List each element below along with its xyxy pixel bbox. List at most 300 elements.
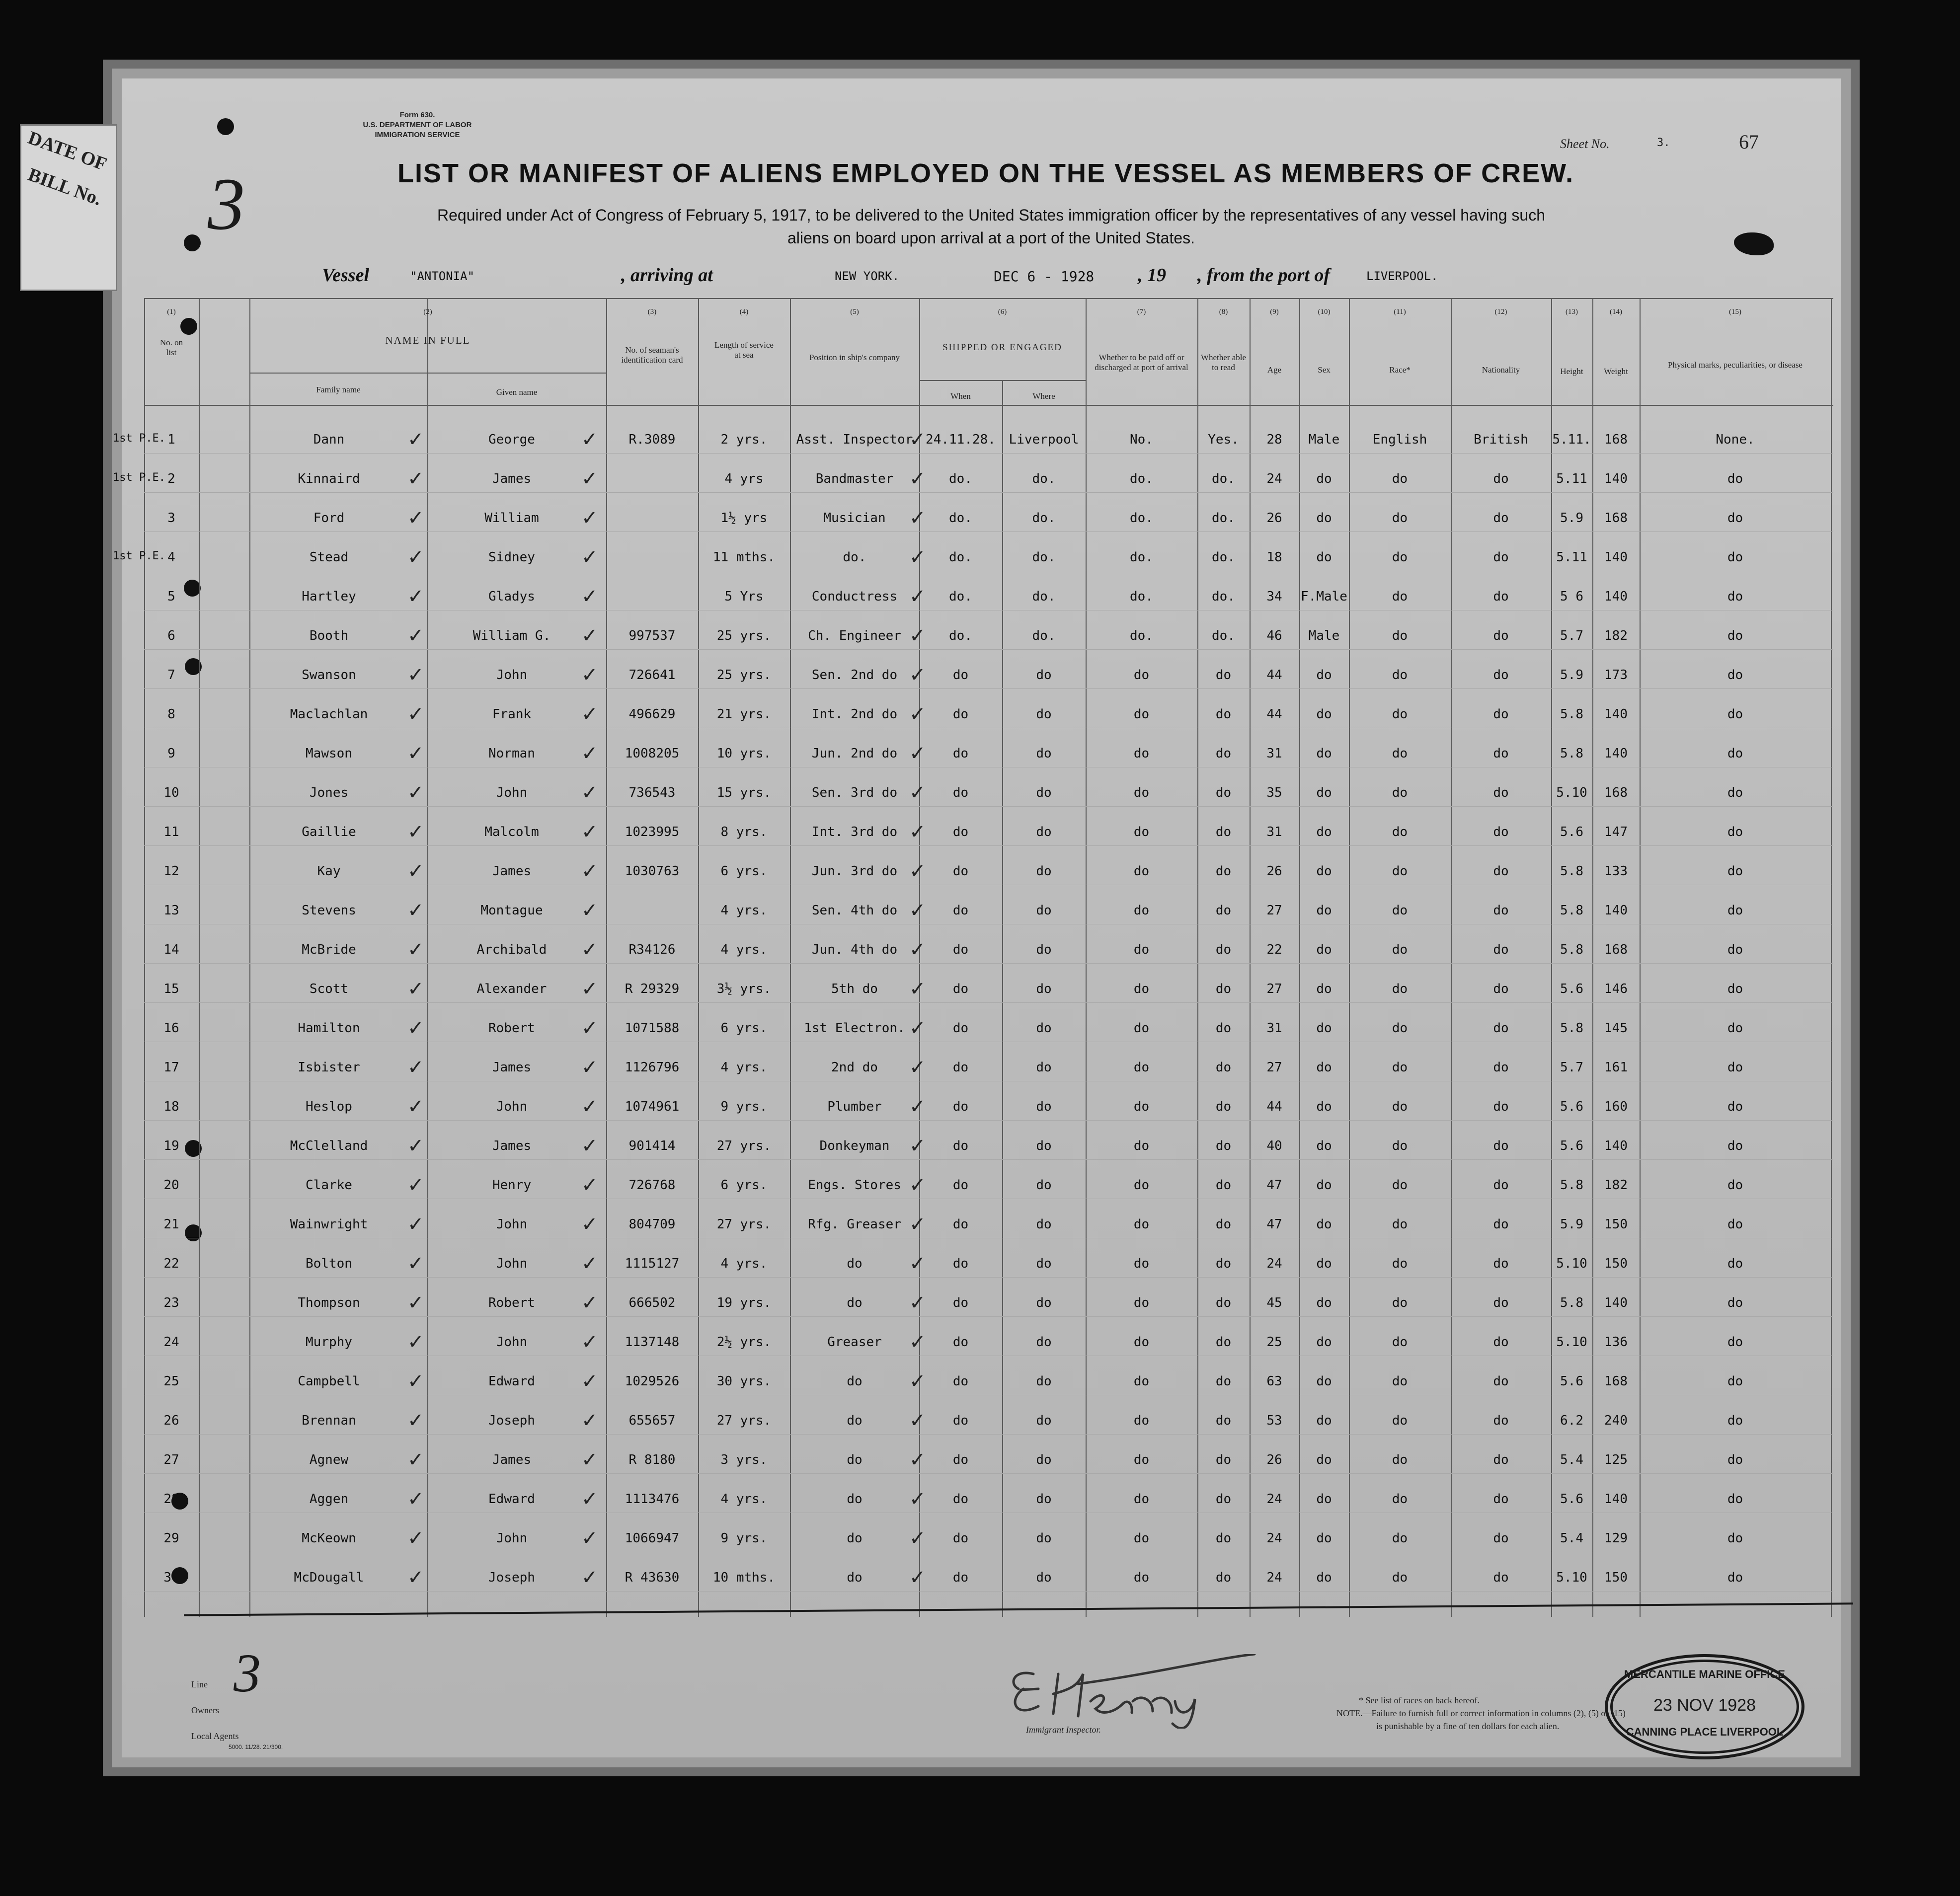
cell-weight: 140	[1604, 471, 1628, 486]
cell-row-number: 20	[163, 1178, 179, 1193]
cell-able-to-read: do	[1215, 1217, 1232, 1232]
cell-given-name: Archibald	[476, 942, 547, 957]
cell-paid-off: do	[1133, 1335, 1150, 1350]
cell-weight: 182	[1604, 628, 1628, 643]
check-mark-icon: ✓	[909, 585, 926, 608]
cell-height: 5.4	[1560, 1531, 1583, 1546]
cell-weight: 182	[1604, 1178, 1628, 1193]
agents-label: Local Agents	[191, 1731, 239, 1741]
cell-height: 5.10	[1556, 1256, 1587, 1271]
cell-service-length: 3 yrs.	[720, 1452, 768, 1467]
cell-age: 26	[1266, 864, 1282, 879]
cell-physical-marks: do	[1727, 1099, 1743, 1114]
cell-weight: 160	[1604, 1099, 1628, 1114]
cell-given-name: John	[496, 1531, 528, 1546]
header-family-name: Family name	[316, 385, 361, 394]
cell-given-name: Henry	[492, 1178, 532, 1193]
cell-race: do	[1392, 864, 1408, 879]
bill-stamp-line-1: DATE OF	[25, 127, 110, 175]
cell-family-name: Heslop	[306, 1099, 352, 1114]
cell-race: English	[1372, 432, 1427, 447]
cell-shipped-where: do.	[1032, 471, 1056, 486]
cell-position: 1st Electron.	[804, 1021, 905, 1036]
cell-height: 5.8	[1560, 1178, 1583, 1193]
cell-given-name: John	[496, 668, 528, 683]
cell-height: 5.8	[1560, 903, 1583, 918]
cell-weight: 147	[1604, 825, 1628, 839]
cell-row-number: 5	[167, 589, 175, 604]
header-no-on-list: No. on list	[159, 338, 183, 357]
cell-sex: do	[1316, 1335, 1332, 1350]
cell-sex: do	[1316, 825, 1332, 839]
check-mark-icon: ✓	[909, 1135, 926, 1157]
col-num-14: (14)	[1610, 308, 1622, 316]
cell-able-to-read: do	[1215, 1492, 1232, 1507]
bill-stamp-strip	[20, 124, 117, 291]
check-mark-icon: ✓	[581, 899, 598, 922]
cell-shipped-when: 24.11.28.	[926, 432, 996, 447]
cell-nationality: do	[1493, 1099, 1509, 1114]
cell-paid-off: do	[1133, 1531, 1150, 1546]
mercantile-marine-stamp	[1605, 1654, 1804, 1759]
cell-sex: do	[1316, 471, 1332, 486]
cell-paid-off: do	[1133, 1492, 1150, 1507]
cell-shipped-where: do	[1036, 1335, 1052, 1350]
cell-shipped-when: do	[952, 1492, 969, 1507]
row-rule	[144, 1277, 1833, 1278]
check-mark-icon: ✓	[909, 1252, 926, 1275]
cell-able-to-read: do.	[1212, 628, 1235, 643]
check-mark-icon: ✓	[909, 860, 926, 883]
cell-weight: 161	[1604, 1060, 1628, 1075]
cell-physical-marks: do	[1727, 1335, 1743, 1350]
check-mark-icon: ✓	[581, 1331, 598, 1354]
cell-position: 5th do	[831, 982, 878, 996]
cell-service-length: 27 yrs.	[716, 1217, 772, 1232]
row-rule	[144, 688, 1833, 689]
check-mark-icon: ✓	[581, 507, 598, 530]
cell-nationality: do	[1493, 864, 1509, 879]
cell-row-number: 24	[163, 1335, 179, 1350]
cell-id-card-number: 726641	[628, 668, 676, 683]
cell-height: 5.8	[1560, 1295, 1583, 1310]
cell-position: do	[847, 1570, 862, 1585]
cell-given-name: Gladys	[488, 589, 535, 604]
cell-weight: 168	[1604, 511, 1628, 526]
cell-given-name: John	[496, 1335, 528, 1350]
cell-able-to-read: Yes.	[1208, 432, 1239, 447]
check-mark-icon: ✓	[581, 467, 598, 490]
cell-sex: do	[1316, 1178, 1332, 1193]
cell-paid-off: do	[1133, 1452, 1150, 1467]
cell-race: do	[1392, 982, 1408, 996]
cell-age: 27	[1266, 982, 1282, 996]
cell-age: 44	[1266, 668, 1282, 683]
col-num-5: (5)	[850, 308, 859, 316]
cell-family-name: Hartley	[302, 589, 356, 604]
cell-shipped-where: do	[1036, 1295, 1052, 1310]
cell-weight: 129	[1604, 1531, 1628, 1546]
cell-family-name: Hamilton	[298, 1021, 360, 1036]
cell-id-card-number: 736543	[628, 785, 676, 800]
cell-position: Conductress	[811, 589, 898, 604]
check-mark-icon: ✓	[407, 428, 424, 451]
cell-id-card-number: 496629	[628, 707, 676, 722]
check-mark-icon: ✓	[909, 1409, 926, 1432]
cell-race: do	[1392, 1335, 1408, 1350]
cell-shipped-where: do	[1036, 1452, 1052, 1467]
cell-height: 5.6	[1560, 1492, 1583, 1507]
cell-age: 24	[1266, 471, 1282, 486]
cell-shipped-when: do	[952, 1335, 969, 1350]
check-mark-icon: ✓	[909, 978, 926, 1000]
col-num-8: (8)	[1219, 308, 1228, 316]
cell-service-length: 21 yrs.	[716, 707, 772, 722]
cell-position: Sen. 4th do	[811, 903, 898, 918]
cell-given-name: Robert	[488, 1295, 535, 1310]
cell-weight: 240	[1604, 1413, 1628, 1428]
cell-sex: do	[1316, 1452, 1332, 1467]
cell-able-to-read: do.	[1212, 471, 1235, 486]
cell-race: do	[1392, 1570, 1408, 1585]
cell-service-length: 30 yrs.	[716, 1374, 772, 1389]
cell-physical-marks: do	[1727, 1138, 1743, 1153]
cell-nationality: do	[1493, 511, 1509, 526]
cell-nationality: do	[1493, 471, 1509, 486]
check-mark-icon: ✓	[407, 938, 424, 961]
check-mark-icon: ✓	[407, 821, 424, 843]
cell-race: do	[1392, 1138, 1408, 1153]
cell-able-to-read: do	[1215, 1295, 1232, 1310]
cell-height: 5.10	[1556, 1570, 1587, 1585]
header-nationality: Nationality	[1482, 365, 1520, 375]
cell-family-name: McBride	[302, 942, 356, 957]
cell-family-name: Brennan	[302, 1413, 356, 1428]
arrival-date: DEC 6 - 1928	[994, 268, 1095, 285]
cell-age: 63	[1266, 1374, 1282, 1389]
cell-nationality: do	[1493, 982, 1509, 996]
cell-shipped-where: do	[1036, 1060, 1052, 1075]
cell-able-to-read: do	[1215, 903, 1232, 918]
cell-age: 31	[1266, 1021, 1282, 1036]
cell-physical-marks: do	[1727, 1492, 1743, 1507]
cell-weight: 173	[1604, 668, 1628, 683]
sheet-label: Sheet No.	[1560, 137, 1610, 151]
cell-weight: 136	[1604, 1335, 1628, 1350]
cell-family-name: McClelland	[290, 1138, 368, 1153]
check-mark-icon: ✓	[407, 781, 424, 804]
cell-weight: 168	[1604, 785, 1628, 800]
cell-height: 5.9	[1560, 511, 1583, 526]
cell-paid-off: do	[1133, 825, 1150, 839]
arriving-label: , arriving at	[621, 265, 713, 286]
cell-race: do	[1392, 942, 1408, 957]
header-given-name: Given name	[496, 387, 538, 397]
service: IMMIGRATION SERVICE	[375, 131, 460, 139]
cell-race: do	[1392, 1178, 1408, 1193]
arriving-port: NEW YORK.	[835, 269, 900, 283]
cell-nationality: do	[1493, 1217, 1509, 1232]
subtitle-line-2: aliens on board upon arrival at a port of the United States.	[787, 229, 1195, 247]
cell-age: 25	[1266, 1335, 1282, 1350]
cell-position: Donkeyman	[819, 1138, 890, 1153]
cell-race: do	[1392, 1452, 1408, 1467]
cell-id-card-number: 1113476	[625, 1492, 680, 1507]
cell-shipped-when: do.	[949, 511, 972, 526]
cell-paid-off: do	[1133, 1413, 1150, 1428]
punch-hole	[217, 118, 234, 135]
cell-sex: do	[1316, 668, 1332, 683]
cell-row-number: 19	[163, 1138, 179, 1153]
crew-table	[113, 298, 1833, 1614]
check-mark-icon: ✓	[407, 624, 424, 647]
col-num-1: (1)	[167, 308, 176, 316]
cell-paid-off: do.	[1130, 511, 1153, 526]
cell-row-number: 28	[163, 1492, 179, 1507]
cell-able-to-read: do	[1215, 1178, 1232, 1193]
cell-row-number: 14	[163, 942, 179, 957]
cell-shipped-when: do	[952, 982, 969, 996]
cell-able-to-read: do	[1215, 1413, 1232, 1428]
cell-sex: do	[1316, 1531, 1332, 1546]
cell-race: do	[1392, 1060, 1408, 1075]
cell-given-name: John	[496, 1256, 528, 1271]
cell-shipped-when: do	[952, 1217, 969, 1232]
cell-paid-off: No.	[1130, 432, 1153, 447]
check-mark-icon: ✓	[581, 938, 598, 961]
cell-given-name: Malcolm	[484, 825, 539, 839]
cell-id-card-number: 1030763	[625, 864, 680, 879]
cell-shipped-where: do	[1036, 1178, 1052, 1193]
check-mark-icon: ✓	[909, 1566, 926, 1589]
check-mark-icon: ✓	[909, 1448, 926, 1471]
header-paid-off: Whether to be paid off or discharged at port of arrival	[1095, 353, 1188, 372]
cell-service-length: 15 yrs.	[716, 785, 772, 800]
cell-sex: do	[1316, 785, 1332, 800]
col-num-2: (2)	[423, 308, 432, 316]
cell-sex: do	[1316, 942, 1332, 957]
cell-given-name: Sidney	[488, 550, 535, 565]
cell-weight: 150	[1604, 1256, 1628, 1271]
cell-service-length: 9 yrs.	[720, 1531, 768, 1546]
cell-family-name: Murphy	[306, 1335, 352, 1350]
subtitle-line-1: Required under Act of Congress of February 5, 1917, to be delivered to the United States immigration officer by the representatives of any vessel having such	[437, 206, 1545, 224]
cell-id-card-number: 1066947	[625, 1531, 680, 1546]
cell-race: do	[1392, 1295, 1408, 1310]
cell-shipped-when: do	[952, 746, 969, 761]
cell-position: Int. 2nd do	[811, 707, 898, 722]
cell-weight: 140	[1604, 1492, 1628, 1507]
cell-nationality: do	[1493, 903, 1509, 918]
cell-age: 18	[1266, 550, 1282, 565]
cell-able-to-read: do	[1215, 1256, 1232, 1271]
cell-able-to-read: do	[1215, 982, 1232, 996]
cell-nationality: do	[1493, 1413, 1509, 1428]
cell-position: Ch. Engineer	[808, 628, 901, 643]
cell-height: 5.6	[1560, 1138, 1583, 1153]
cell-race: do	[1392, 1021, 1408, 1036]
cell-physical-marks: do	[1727, 1217, 1743, 1232]
check-mark-icon: ✓	[407, 546, 424, 569]
header-where: Where	[1032, 391, 1055, 401]
check-mark-icon: ✓	[407, 1135, 424, 1157]
cell-nationality: do	[1493, 589, 1509, 604]
check-mark-icon: ✓	[407, 1056, 424, 1079]
cell-service-length: 10 mths.	[712, 1570, 776, 1585]
cell-able-to-read: do	[1215, 825, 1232, 839]
check-mark-icon: ✓	[581, 585, 598, 608]
cell-nationality: do	[1493, 825, 1509, 839]
cell-race: do	[1392, 511, 1408, 526]
cell-nationality: do	[1493, 942, 1509, 957]
cell-shipped-where: do	[1036, 1256, 1052, 1271]
cell-height: 5.8	[1560, 746, 1583, 761]
cell-able-to-read: do	[1215, 1099, 1232, 1114]
cell-shipped-when: do	[952, 942, 969, 957]
cell-weight: 140	[1604, 1295, 1628, 1310]
cell-family-name: Kay	[317, 864, 341, 879]
cell-shipped-where: do	[1036, 1531, 1052, 1546]
cell-shipped-when: do	[952, 1295, 969, 1310]
cell-sex: do	[1316, 1099, 1332, 1114]
cell-position: Engs. Stores	[808, 1178, 901, 1193]
cell-paid-off: do	[1133, 982, 1150, 996]
row-rule	[144, 531, 1833, 532]
cell-given-name: John	[496, 785, 528, 800]
cell-sex: do	[1316, 1256, 1332, 1271]
cell-id-card-number: 901414	[628, 1138, 676, 1153]
check-mark-icon: ✓	[581, 664, 598, 686]
cell-nationality: do	[1493, 628, 1509, 643]
cell-height: 5.10	[1556, 785, 1587, 800]
cell-family-name: Maclachlan	[290, 707, 368, 722]
cell-id-card-number: 997537	[628, 628, 676, 643]
check-mark-icon: ✓	[581, 781, 598, 804]
check-mark-icon: ✓	[581, 860, 598, 883]
cell-family-name: Mawson	[306, 746, 352, 761]
cell-shipped-where: do	[1036, 1492, 1052, 1507]
cell-height: 5.8	[1560, 864, 1583, 879]
cell-shipped-where: do	[1036, 825, 1052, 839]
cell-race: do	[1392, 550, 1408, 565]
cell-nationality: do	[1493, 1531, 1509, 1546]
cell-able-to-read: do	[1215, 746, 1232, 761]
row-rule	[144, 963, 1833, 964]
cell-age: 46	[1266, 628, 1282, 643]
cell-given-name: Edward	[488, 1374, 535, 1389]
cell-family-name: Isbister	[298, 1060, 360, 1075]
check-mark-icon: ✓	[909, 428, 926, 451]
cell-sex: do	[1316, 864, 1332, 879]
cell-row-number: 7	[167, 668, 175, 683]
cell-paid-off: do	[1133, 1021, 1150, 1036]
cell-given-name: James	[492, 471, 532, 486]
cell-pre-entry-marker: 1st P.E.	[113, 432, 165, 445]
cell-position: 2nd do	[831, 1060, 878, 1075]
cell-service-length: 25 yrs.	[716, 668, 772, 683]
row-rule	[144, 845, 1833, 846]
cell-race: do	[1392, 707, 1408, 722]
cell-age: 53	[1266, 1413, 1282, 1428]
cell-id-card-number: R.3089	[628, 432, 676, 447]
col-num-9: (9)	[1270, 308, 1279, 316]
cell-service-length: 2 yrs.	[720, 432, 768, 447]
cell-position: do.	[843, 550, 866, 565]
cell-position: Jun. 4th do	[811, 942, 898, 957]
cell-weight: 140	[1604, 903, 1628, 918]
cell-sex: do	[1316, 1217, 1332, 1232]
check-mark-icon: ✓	[407, 978, 424, 1000]
cell-weight: 140	[1604, 1138, 1628, 1153]
cell-id-card-number: 1074961	[625, 1099, 680, 1114]
check-mark-icon: ✓	[909, 1213, 926, 1236]
cell-paid-off: do	[1133, 1178, 1150, 1193]
bill-stamp-line-2: BILL No.	[25, 164, 105, 210]
cell-weight: 133	[1604, 864, 1628, 879]
col-num-7: (7)	[1137, 308, 1146, 316]
cell-family-name: Thompson	[298, 1295, 360, 1310]
col-num-11: (11)	[1394, 308, 1406, 316]
cell-shipped-where: do	[1036, 1138, 1052, 1153]
cell-physical-marks: do	[1727, 1178, 1743, 1193]
cell-given-name: Edward	[488, 1492, 535, 1507]
cell-paid-off: do	[1133, 1295, 1150, 1310]
col-num-4: (4)	[739, 308, 749, 316]
cell-sex: do	[1316, 1374, 1332, 1389]
cell-nationality: do	[1493, 1570, 1509, 1585]
cell-age: 26	[1266, 1452, 1282, 1467]
check-mark-icon: ✓	[407, 1291, 424, 1314]
cell-nationality: do	[1493, 785, 1509, 800]
cell-row-number: 27	[163, 1452, 179, 1467]
cell-height: 5.8	[1560, 1021, 1583, 1036]
cell-height: 5.11	[1556, 471, 1587, 486]
cell-weight: 140	[1604, 707, 1628, 722]
header-id-card: No. of seaman's identification card	[621, 345, 683, 365]
check-mark-icon: ✓	[581, 1017, 598, 1040]
cell-given-name: Frank	[492, 707, 532, 722]
check-mark-icon: ✓	[407, 1566, 424, 1589]
header-height: Height	[1560, 367, 1583, 376]
cell-shipped-when: do	[952, 903, 969, 918]
cell-family-name: Agnew	[309, 1452, 349, 1467]
cell-shipped-when: do	[952, 1413, 969, 1428]
cell-physical-marks: do	[1727, 1531, 1743, 1546]
cell-service-length: 5 Yrs	[724, 589, 764, 604]
row-rule	[144, 1434, 1833, 1435]
cell-service-length: 10 yrs.	[716, 746, 772, 761]
row-rule	[144, 1159, 1833, 1160]
cell-physical-marks: do	[1727, 746, 1743, 761]
cell-given-name: Joseph	[488, 1413, 535, 1428]
cell-shipped-when: do	[952, 1021, 969, 1036]
cell-row-number: 18	[163, 1099, 179, 1114]
cell-position: do	[847, 1492, 862, 1507]
cell-shipped-where: do	[1036, 1021, 1052, 1036]
cell-paid-off: do	[1133, 746, 1150, 761]
check-mark-icon: ✓	[581, 1135, 598, 1157]
cell-age: 24	[1266, 1256, 1282, 1271]
cell-physical-marks: do	[1727, 1021, 1743, 1036]
cell-shipped-where: do	[1036, 1374, 1052, 1389]
cell-height: 5.6	[1560, 982, 1583, 996]
cell-able-to-read: do	[1215, 668, 1232, 683]
cell-family-name: Aggen	[309, 1492, 349, 1507]
cell-sex: F.Male	[1301, 589, 1347, 604]
cell-age: 22	[1266, 942, 1282, 957]
check-mark-icon: ✓	[909, 1331, 926, 1354]
check-mark-icon: ✓	[909, 624, 926, 647]
